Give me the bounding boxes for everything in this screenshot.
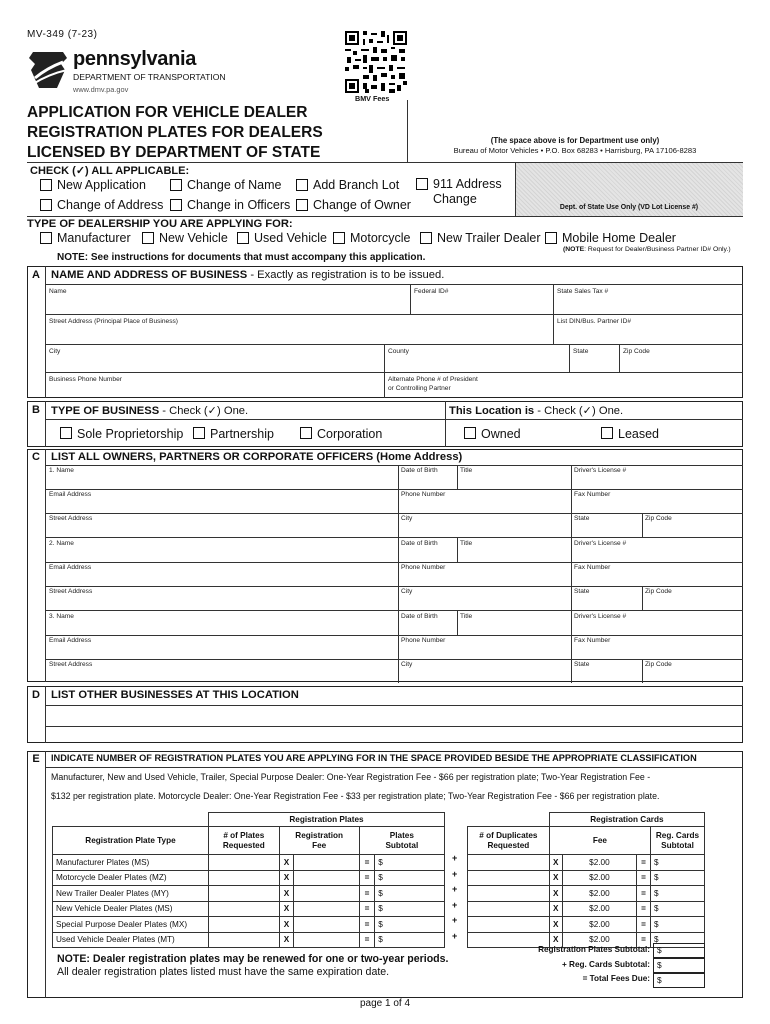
leased-checkbox[interactable] (601, 427, 613, 439)
plates-group-header: Registration Plates (208, 813, 444, 827)
registration-plates-table (52, 812, 445, 948)
plus-sign: + (452, 899, 458, 910)
plate-fee-field[interactable] (294, 886, 360, 902)
col-plates-subtotal: Plates Subtotal (359, 827, 444, 855)
sole-proprietorship-checkbox[interactable] (60, 427, 72, 439)
owner-1-title-label: Title (460, 467, 473, 474)
card-subtotal-field[interactable]: $ (651, 855, 705, 871)
plate-row (53, 932, 445, 948)
owner-2-zip-label: Zip Code (645, 588, 672, 595)
expiration-note: All dealer registration plates listed must have the same expiration date. (57, 966, 390, 978)
total-fees-label: = Total Fees Due: (582, 974, 650, 983)
city-field[interactable] (46, 357, 382, 371)
plate-type: Manufacturer Plates (MS) (53, 855, 209, 871)
owner-3-phone-label: Phone Number (401, 637, 446, 644)
plate-subtotal-field[interactable]: $ (375, 917, 445, 933)
owner-2-street-field[interactable] (47, 596, 397, 609)
owned-label: Owned (481, 427, 521, 441)
leased-label: Leased (618, 427, 660, 441)
owner-2-phone-label: Phone Number (401, 564, 446, 571)
fee-paragraph-2: $132 per registration plate. Motorcycle Dealer: One-Year Registration Fee - $33 per registration plate; Two-Year Registration Fee - $66 per registration plate. (51, 791, 660, 801)
owner-1-email-field[interactable] (47, 499, 397, 512)
partnership-checkbox[interactable] (193, 427, 205, 439)
owner-2-street-label: Street Address (49, 588, 93, 595)
location-title: This Location is - Check (✓) One. (449, 405, 624, 417)
list-din-field[interactable] (554, 327, 742, 343)
owner-3-dob-field[interactable] (399, 621, 456, 634)
zip-label: Zip Code (623, 348, 650, 355)
sole-proprietorship-label: Sole Proprietorship (77, 427, 184, 441)
owner-1-zip-label: Zip Code (645, 515, 672, 522)
card-fee: $2.00 (562, 886, 636, 902)
owner-3-title-field[interactable] (458, 621, 570, 634)
form-id: MV-349 (7-23) (27, 29, 98, 40)
plates-subtotal-field[interactable]: $ (653, 943, 705, 958)
city-label: City (49, 348, 61, 355)
owner-3-street-label: Street Address (49, 661, 93, 668)
manufacturer-label: Manufacturer (57, 231, 131, 245)
owner-1-city-field[interactable] (399, 523, 570, 536)
owner-1-phone-label: Phone Number (401, 491, 446, 498)
multiply-sign: X (549, 901, 562, 917)
equals-sign: = (359, 901, 375, 917)
card-fee: $2.00 (562, 855, 636, 871)
plate-subtotal-field[interactable]: $ (375, 932, 445, 948)
card-row (468, 917, 705, 933)
card-row (468, 855, 705, 871)
duplicates-requested-field[interactable] (468, 855, 550, 871)
new-trailer-dealer-label: New Trailer Dealer (437, 231, 541, 245)
plate-type: Used Vehicle Dealer Plates (MT) (53, 932, 209, 948)
owner-1-phone-field[interactable] (399, 499, 570, 512)
section-c-title: LIST ALL OWNERS, PARTNERS OR CORPORATE OFFICERS (Home Address) (51, 451, 463, 463)
motorcycle-label: Motorcycle (350, 231, 411, 245)
plate-fee-field[interactable] (294, 917, 360, 933)
dept-state-use-label: Dept. of State Use Only (VD Lot License #) (559, 204, 699, 211)
dept-use-note: (The space above is for Department use only) (490, 136, 660, 145)
address-911-change-label: Change (433, 192, 477, 206)
col-duplicates: # of Duplicates Requested (468, 827, 550, 855)
duplicates-requested-field[interactable] (468, 901, 550, 917)
fee-paragraph-1: Manufacturer, New and Used Vehicle, Trailer, Special Purpose Dealer: One-Year Registration Fee - $66 per registration plate; Two-Year Registration Fee - (51, 772, 651, 782)
section-b-letter: B (32, 404, 40, 416)
card-row (468, 901, 705, 917)
col-plate-type: Registration Plate Type (53, 827, 209, 855)
owner-1-name-label: 1. Name (49, 467, 74, 474)
owner-1-street-field[interactable] (47, 523, 397, 536)
mobile-home-dealer-label: Mobile Home Dealer (562, 231, 676, 245)
plus-sign: + (452, 930, 458, 941)
used-vehicle-label: Used Vehicle (254, 231, 327, 245)
plate-type: Special Purpose Dealer Plates (MX) (53, 917, 209, 933)
plate-type: Motorcycle Dealer Plates (MZ) (53, 870, 209, 886)
plus-sign: + (452, 884, 458, 894)
owner-2-fax-field[interactable] (572, 572, 742, 585)
owner-2-city-label: City (401, 588, 413, 595)
owner-3-fax-label: Fax Number (574, 637, 611, 644)
change-of-owner-label: Change of Owner (313, 198, 411, 212)
plate-row (53, 917, 445, 933)
owner-2-dob-label: Date of Birth (401, 540, 438, 547)
card-subtotal-field[interactable]: $ (651, 917, 705, 933)
equals-sign: = (359, 932, 375, 948)
multiply-sign: X (279, 886, 294, 902)
owner-3-email-label: Email Address (49, 637, 92, 644)
new-trailer-dealer-checkbox[interactable] (420, 232, 432, 244)
dealership-heading: TYPE OF DEALERSHIP YOU ARE APPLYING FOR: (27, 218, 293, 230)
card-row (468, 886, 705, 902)
card-subtotal-field[interactable]: $ (651, 901, 705, 917)
equals-sign: = (637, 901, 651, 917)
owner-3-city-label: City (401, 661, 413, 668)
owner-3-name-field[interactable] (47, 621, 397, 634)
owner-1-state-field[interactable] (572, 523, 641, 536)
keystone-logo-icon (27, 48, 69, 90)
change-of-owner-checkbox[interactable] (296, 199, 308, 211)
qr-code-icon (345, 31, 407, 93)
equals-sign: = (637, 932, 651, 948)
section-a-letter: A (32, 269, 40, 281)
business-name-label: Name (49, 288, 67, 295)
partnership-label: Partnership (210, 427, 274, 441)
page-title: APPLICATION FOR VEHICLE DEALER REGISTRATION PLATES FOR DEALERS LICENSED BY DEPARTMENT OF STATE (27, 104, 323, 161)
plate-subtotal-field[interactable]: $ (375, 855, 445, 871)
address-911-checkbox[interactable] (416, 178, 428, 190)
owner-3-title-label: Title (460, 613, 473, 620)
mobile-home-note: (NOTE: Request for Dealer/Business Partner ID# Only.) (563, 246, 731, 253)
state-field[interactable] (570, 357, 617, 371)
add-branch-lot-label: Add Branch Lot (313, 178, 400, 192)
dept-address: Bureau of Motor Vehicles • P.O. Box 68283 • Harrisburg, PA 17106-8283 (453, 146, 697, 155)
county-field[interactable] (385, 357, 567, 371)
plates-requested-field[interactable] (208, 886, 279, 902)
other-business-line-1[interactable] (46, 706, 742, 725)
owner-2-title-label: Title (460, 540, 473, 547)
owner-2-fax-label: Fax Number (574, 564, 611, 571)
state-label: State (573, 348, 589, 355)
col-cards-subtotal: Reg. Cards Subtotal (651, 827, 705, 855)
change-of-address-checkbox[interactable] (40, 199, 52, 211)
owner-1-name-field[interactable] (47, 475, 397, 488)
logo-url[interactable]: www.dmv.pa.gov (73, 85, 129, 94)
multiply-sign: X (549, 932, 562, 948)
cards-group-header: Registration Cards (549, 813, 704, 827)
plate-row (53, 870, 445, 886)
multiply-sign: X (279, 932, 294, 948)
card-subtotal-field[interactable]: $ (651, 886, 705, 902)
owner-3-state-field[interactable] (572, 669, 641, 682)
equals-sign: = (637, 855, 651, 871)
multiply-sign: X (279, 901, 294, 917)
corporation-label: Corporation (317, 427, 383, 441)
duplicates-requested-field[interactable] (468, 886, 550, 902)
plates-requested-field[interactable] (208, 917, 279, 933)
motorcycle-checkbox[interactable] (333, 232, 345, 244)
owner-1-license-field[interactable] (572, 475, 742, 488)
equals-sign: = (359, 870, 375, 886)
equals-sign: = (359, 855, 375, 871)
owner-2-email-field[interactable] (47, 572, 397, 585)
state-tax-label: State Sales Tax # (557, 288, 609, 295)
plate-subtotal-field[interactable]: $ (375, 901, 445, 917)
card-fee: $2.00 (562, 917, 636, 933)
owner-2-license-field[interactable] (572, 548, 742, 561)
owner-2-title-field[interactable] (458, 548, 570, 561)
business-phone-label: Business Phone Number (49, 376, 122, 383)
plate-row (53, 901, 445, 917)
col-reg-fee: Registration Fee (279, 827, 359, 855)
plate-row (53, 855, 445, 871)
street-address-field[interactable] (46, 327, 551, 343)
owned-checkbox[interactable] (464, 427, 476, 439)
plate-type: New Trailer Dealer Plates (MY) (53, 886, 209, 902)
other-business-line-2[interactable] (46, 727, 742, 742)
col-card-fee: Fee (549, 827, 650, 855)
plates-requested-field[interactable] (208, 870, 279, 886)
section-b-title: TYPE OF BUSINESS - Check (✓) One. (51, 405, 249, 417)
card-fee: $2.00 (562, 901, 636, 917)
section-d-letter: D (32, 689, 40, 701)
change-in-officers-checkbox[interactable] (170, 199, 182, 211)
cards-subtotal-field[interactable]: $ (653, 958, 705, 973)
plate-fee-field[interactable] (294, 870, 360, 886)
federal-id-field[interactable] (411, 297, 551, 313)
owner-3-fax-field[interactable] (572, 645, 742, 658)
owner-3-license-field[interactable] (572, 621, 742, 634)
logo-name: pennsylvania (73, 48, 197, 70)
change-of-name-checkbox[interactable] (170, 179, 182, 191)
qr-caption: BMV Fees (355, 94, 390, 103)
plate-subtotal-field[interactable]: $ (375, 886, 445, 902)
col-num-plates: # of Plates Requested (208, 827, 279, 855)
owner-1-title-field[interactable] (458, 475, 570, 488)
business-name-field[interactable] (46, 297, 408, 313)
street-address-label: Street Address (Principal Place of Business) (49, 318, 179, 325)
multiply-sign: X (549, 855, 562, 871)
section-a-title: NAME AND ADDRESS OF BUSINESS - Exactly as registration is to be issued. (51, 269, 445, 281)
section-e-title: INDICATE NUMBER OF REGISTRATION PLATES YOU ARE APPLYING FOR IN THE SPACE PROVIDED BESIDE THE APPROPRIATE CLASSIFICATION (51, 753, 697, 763)
owner-3-state-label: State (574, 661, 590, 668)
mobile-home-dealer-checkbox[interactable] (545, 232, 557, 244)
new-vehicle-label: New Vehicle (159, 231, 228, 245)
owner-2-dob-field[interactable] (399, 548, 456, 561)
owner-1-state-label: State (574, 515, 590, 522)
owner-3-email-field[interactable] (47, 645, 397, 658)
alt-phone-label-1: Alternate Phone # of President (388, 376, 478, 383)
equals-sign: = (637, 870, 651, 886)
equals-sign: = (637, 886, 651, 902)
owner-3-name-label: 3. Name (49, 613, 74, 620)
multiply-sign: X (549, 886, 562, 902)
owner-1-dob-label: Date of Birth (401, 467, 438, 474)
plates-requested-field[interactable] (208, 901, 279, 917)
corporation-checkbox[interactable] (300, 427, 312, 439)
county-label: County (388, 348, 409, 355)
owner-1-license-label: Driver's License # (574, 467, 627, 474)
owner-3-phone-field[interactable] (399, 645, 570, 658)
plus-sign: + (452, 915, 458, 925)
business-phone-field[interactable] (46, 385, 382, 397)
change-of-address-label: Change of Address (57, 198, 164, 212)
owner-3-city-field[interactable] (399, 669, 570, 682)
zip-field[interactable] (620, 357, 742, 371)
state-tax-field[interactable] (554, 297, 742, 313)
section-c-letter: C (32, 451, 40, 463)
owner-3-street-field[interactable] (47, 669, 397, 682)
duplicates-requested-field[interactable] (468, 917, 550, 933)
plus-sign: + (452, 853, 458, 863)
owner-1-email-label: Email Address (49, 491, 92, 498)
list-din-label: List DIN/Bus. Partner ID# (557, 318, 632, 325)
owner-1-city-label: City (401, 515, 413, 522)
owner-3-dob-label: Date of Birth (401, 613, 438, 620)
address-911-label: 911 Address (433, 177, 502, 191)
duplicates-requested-field[interactable] (468, 870, 550, 886)
logo-dept: DEPARTMENT OF TRANSPORTATION (73, 72, 226, 82)
multiply-sign: X (549, 870, 562, 886)
owner-1-fax-label: Fax Number (574, 491, 611, 498)
plate-fee-field[interactable] (294, 932, 360, 948)
alt-phone-label-2: or Controlling Partner (388, 385, 451, 392)
registration-cards-table (467, 812, 705, 948)
plate-fee-field[interactable] (294, 901, 360, 917)
used-vehicle-checkbox[interactable] (237, 232, 249, 244)
plate-fee-field[interactable] (294, 855, 360, 871)
owner-2-name-field[interactable] (47, 548, 397, 561)
plates-requested-field[interactable] (208, 855, 279, 871)
add-branch-lot-checkbox[interactable] (296, 179, 308, 191)
renewal-note: NOTE: Dealer registration plates may be renewed for one or two-year periods. (57, 953, 449, 965)
change-of-name-label: Change of Name (187, 178, 282, 192)
multiply-sign: X (549, 917, 562, 933)
new-application-checkbox[interactable] (40, 179, 52, 191)
owner-2-email-label: Email Address (49, 564, 92, 571)
manufacturer-checkbox[interactable] (40, 232, 52, 244)
equals-sign: = (637, 917, 651, 933)
card-subtotal-field[interactable]: $ (651, 870, 705, 886)
documents-note: NOTE: See instructions for documents that must accompany this application. (57, 252, 426, 263)
plates-requested-field[interactable] (208, 932, 279, 948)
owner-1-dob-field[interactable] (399, 475, 456, 488)
multiply-sign: X (279, 855, 294, 871)
alt-phone-field[interactable] (385, 385, 742, 397)
equals-sign: = (359, 917, 375, 933)
multiply-sign: X (279, 870, 294, 886)
card-row (468, 870, 705, 886)
change-in-officers-label: Change in Officers (187, 198, 291, 212)
check-all-heading: CHECK (✓) ALL APPLICABLE: (30, 165, 190, 177)
owner-3-zip-field[interactable] (643, 669, 742, 682)
owner-2-phone-field[interactable] (399, 572, 570, 585)
equals-sign: = (359, 886, 375, 902)
owner-2-state-field[interactable] (572, 596, 641, 609)
multiply-sign: X (279, 917, 294, 933)
card-fee: $2.00 (562, 870, 636, 886)
section-e-letter: E (32, 753, 40, 765)
owner-2-city-field[interactable] (399, 596, 570, 609)
owner-2-zip-field[interactable] (643, 596, 742, 609)
card-subtotal-field[interactable]: $ (651, 932, 705, 948)
plates-subtotal-label: Registration Plates Subtotal: (538, 945, 650, 954)
owner-3-license-label: Driver's License # (574, 613, 627, 620)
owner-1-street-label: Street Address (49, 515, 93, 522)
section-d-title: LIST OTHER BUSINESSES AT THIS LOCATION (51, 689, 299, 701)
new-vehicle-checkbox[interactable] (142, 232, 154, 244)
owner-2-state-label: State (574, 588, 590, 595)
plus-sign: + (452, 868, 458, 879)
card-fee: $2.00 (562, 932, 636, 948)
plate-type: New Vehicle Dealer Plates (MS) (53, 901, 209, 917)
owner-2-name-label: 2. Name (49, 540, 74, 547)
plate-row (53, 886, 445, 902)
new-application-label: New Application (57, 178, 146, 192)
owner-1-fax-field[interactable] (572, 499, 742, 512)
owner-3-zip-label: Zip Code (645, 661, 672, 668)
plate-subtotal-field[interactable]: $ (375, 870, 445, 886)
page-number: page 1 of 4 (359, 998, 411, 1009)
federal-id-label: Federal ID# (414, 288, 449, 295)
cards-subtotal-label: + Reg. Cards Subtotal: (561, 960, 650, 969)
total-fees-field[interactable]: $ (653, 973, 705, 988)
owner-1-zip-field[interactable] (643, 523, 742, 536)
owner-2-license-label: Driver's License # (574, 540, 627, 547)
